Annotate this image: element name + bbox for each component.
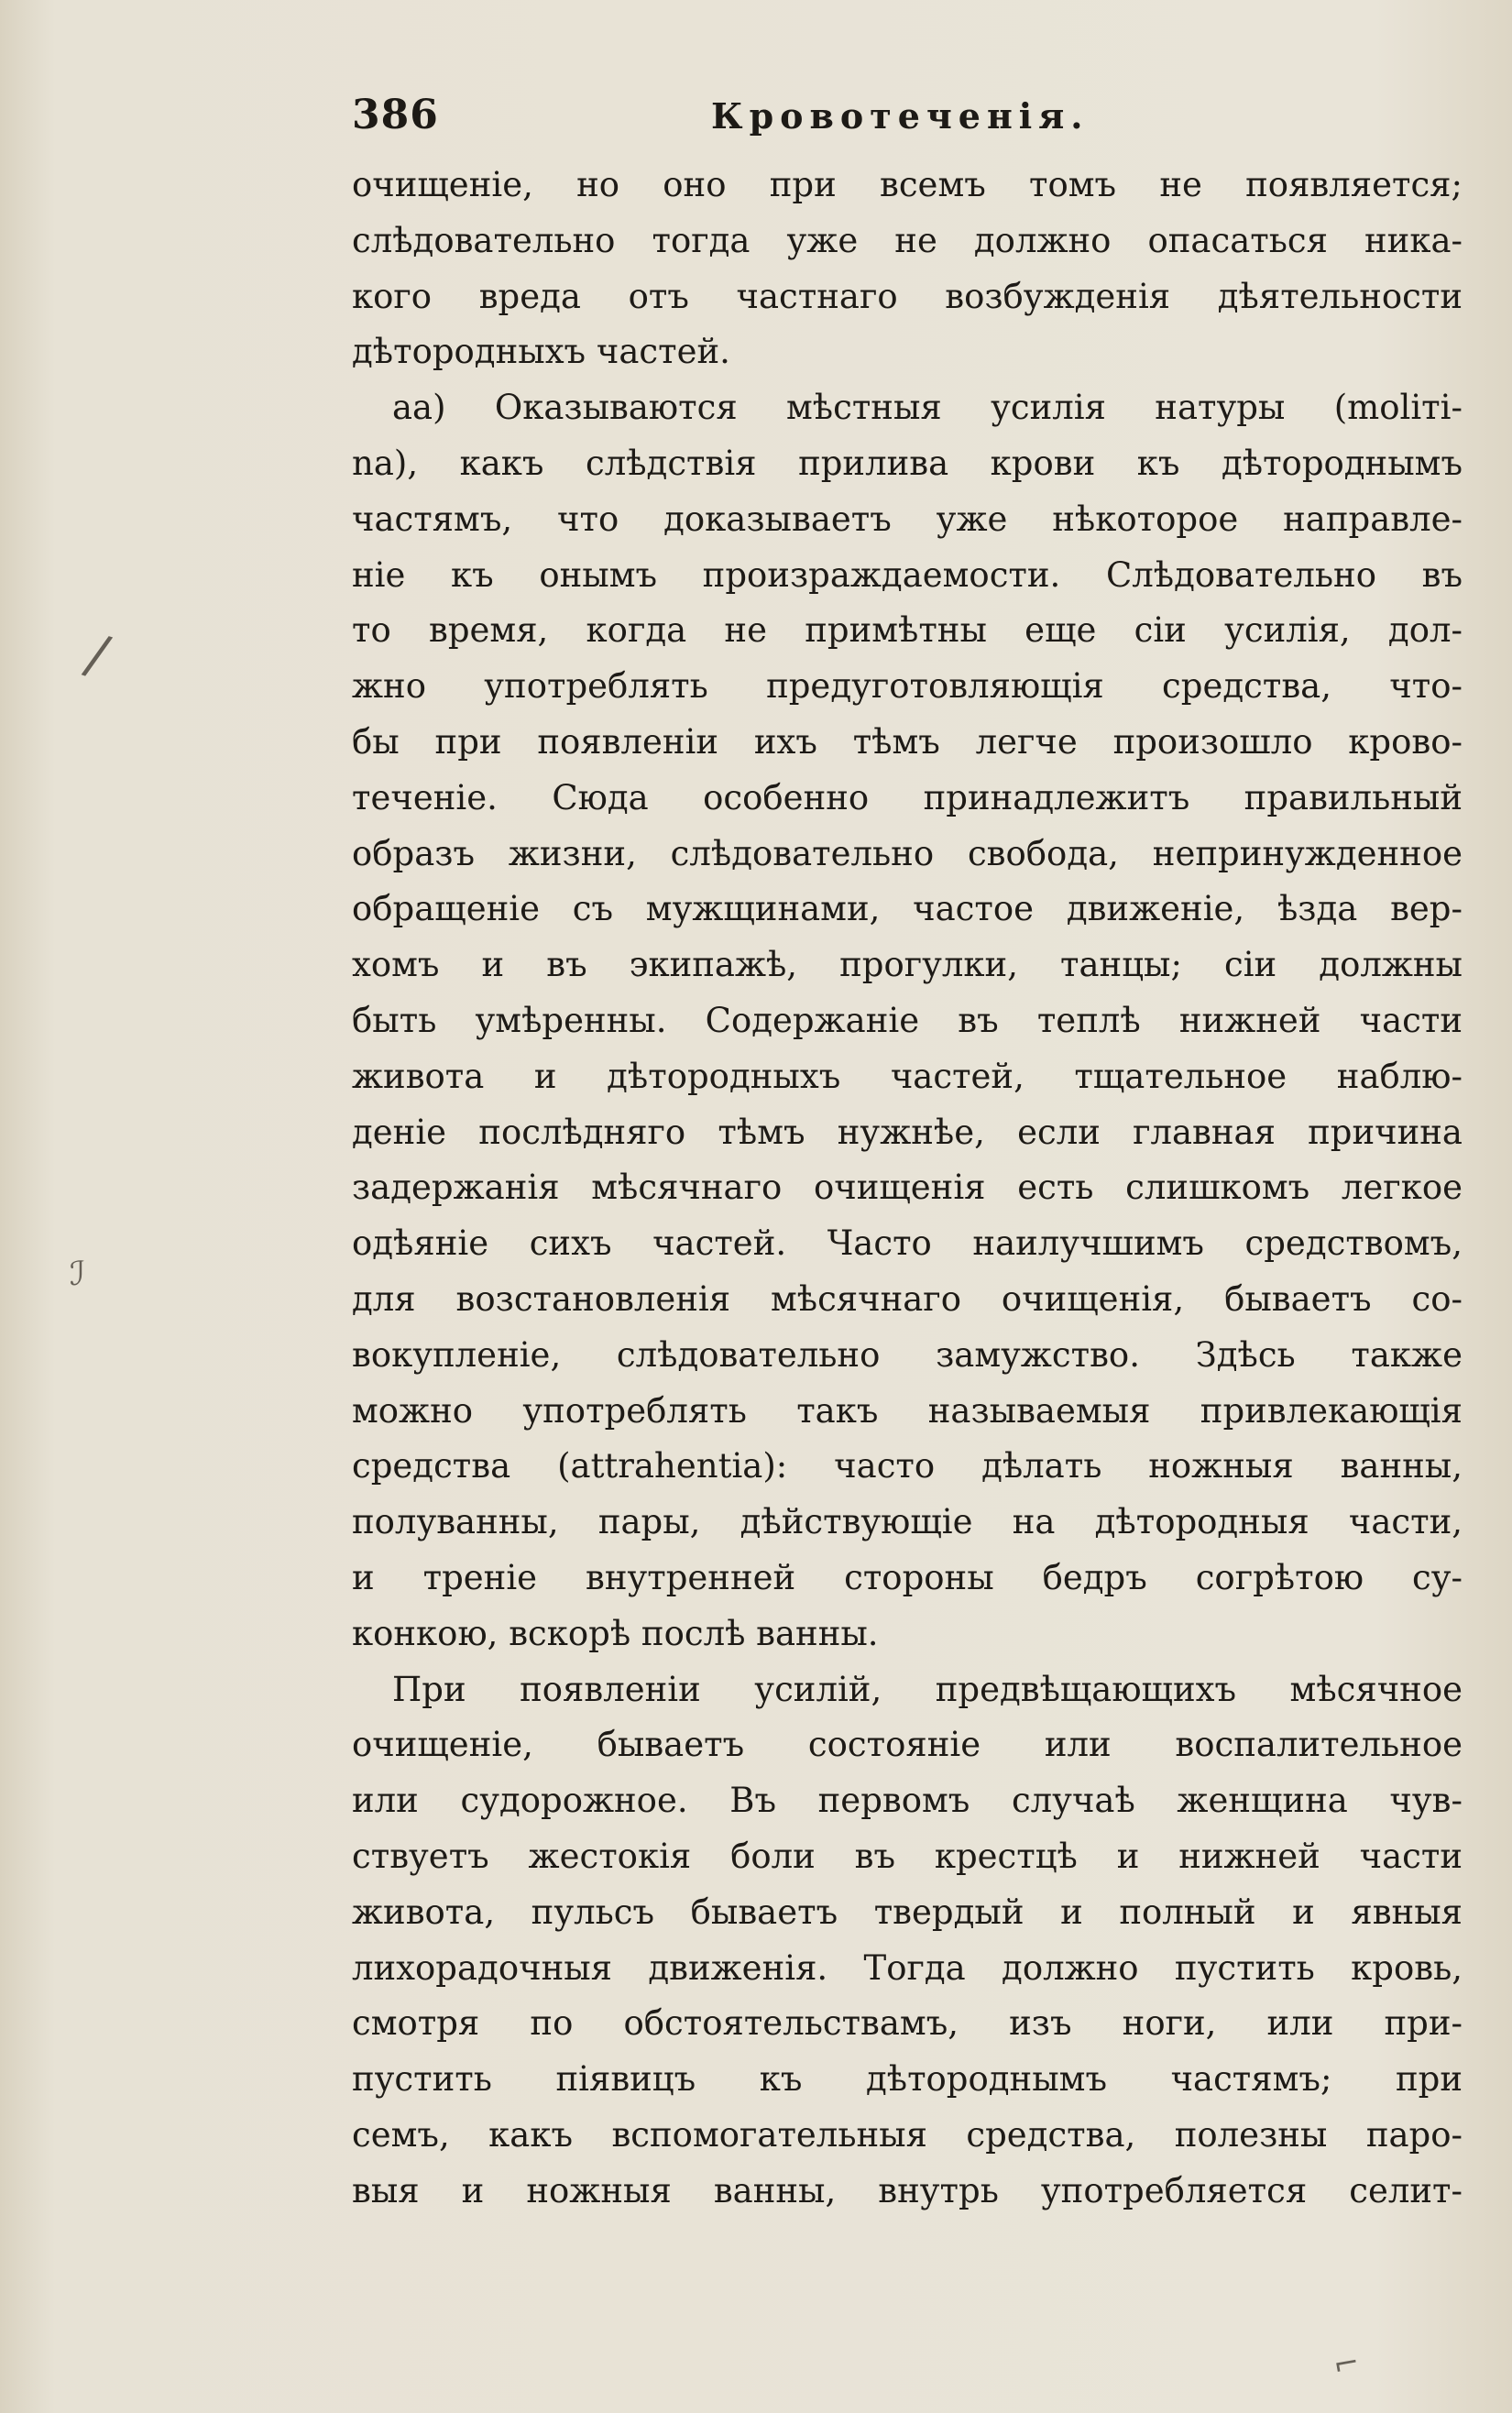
page-header (352, 92, 1461, 147)
page-number: 386 (352, 92, 439, 138)
text-line: образъ жизни, слѣдовательно свобода, непринужденное (352, 833, 1463, 873)
text-line: задержанія мѣсячнаго очищенія есть слишкомъ легкое (352, 1168, 1463, 1208)
text-line: для возстановленія мѣсячнаго очищенія, бываетъ со- (352, 1278, 1463, 1319)
text-line: частямъ, что доказываетъ уже нѣкоторое направле- (352, 499, 1463, 539)
text-line: то время, когда не примѣтны еще сіи усилія, дол- (352, 610, 1463, 651)
running-title: Кровотеченія. (711, 95, 1090, 137)
margin-pencil-mark: ⌐ (1330, 2343, 1363, 2386)
text-line: обращеніе съ мужщинами, частое движеніе, ѣзда вер- (352, 889, 1463, 929)
text-line: лихорадочныя движенія. Тогда должно пустить кровь, (352, 1947, 1463, 1988)
text-line: живота и дѣтородныхъ частей, тщательное наблю- (352, 1056, 1463, 1096)
text-line: вокупленіе, слѣдовательно замужство. Здѣсь также (352, 1334, 1463, 1375)
text-line: ніе къ онымъ произраждаемости. Слѣдовательно въ (352, 554, 1463, 595)
text-line: полуванны, пары, дѣйствующіе на дѣтородныя части, (352, 1502, 1463, 1542)
text-line: средства (attrahentia): часто дѣлать ножныя ванны, (352, 1446, 1463, 1486)
text-line: очищеніе, бываетъ состояніе или воспалительное (352, 1725, 1463, 1765)
text-line: кого вреда отъ частнаго возбужденія дѣятельности (352, 276, 1463, 316)
text-line: теченіе. Сюда особенно принадлежитъ правильный (352, 777, 1463, 817)
text-line: выя и ножныя ванны, внутрь употребляется селит- (352, 2170, 1463, 2210)
text-line: живота, пульсъ бываетъ твердый и полный и явныя (352, 1892, 1463, 1932)
text-line: дѣтородныхъ частей. (352, 332, 730, 372)
text-line: слѣдовательно тогда уже не должно опасаться ника- (352, 220, 1463, 260)
body-text (352, 158, 1463, 2219)
text-line: деніе послѣдняго тѣмъ нужнѣе, если главная причина (352, 1112, 1463, 1152)
text-line: семъ, какъ вспомогательныя средства, полезны паро- (352, 2114, 1463, 2155)
text-line: или судорожное. Въ первомъ случаѣ женщина чув- (352, 1781, 1463, 1821)
text-line: пустить піявицъ къ дѣтороднымъ частямъ; при (352, 2059, 1463, 2100)
text-line: хомъ и въ экипажѣ, прогулки, танцы; сіи должны (352, 945, 1463, 985)
text-line: ствуетъ жестокія боли въ крестцѣ и нижней части (352, 1836, 1463, 1876)
text-line: конкою, вскорѣ послѣ ванны. (352, 1613, 879, 1653)
text-line: na), какъ слѣдствія прилива крови къ дѣтороднымъ (352, 443, 1463, 483)
text-line: aa) Оказываются мѣстныя усилія натуры (moliті- (392, 388, 1463, 428)
text-line: смотря по обстоятельствамъ, изъ ноги, или при- (352, 2003, 1463, 2044)
text-line: При появленіи усилій, предвѣщающихъ мѣсячное (392, 1669, 1463, 1709)
margin-pencil-mark: ℐ (70, 1256, 85, 1293)
text-line: можно употреблять такъ называемыя привлекающія (352, 1390, 1463, 1431)
text-line: и треніе внутренней стороны бедръ согрѣтою су- (352, 1557, 1463, 1597)
text-line: бы при появленіи ихъ тѣмъ легче произошло крово- (352, 721, 1463, 762)
text-line: очищеніе, но оно при всемъ томъ не появляется; (352, 165, 1463, 204)
margin-pencil-mark: / (78, 621, 116, 689)
text-line: одѣяніе сихъ частей. Часто наилучшимъ средствомъ, (352, 1223, 1463, 1264)
text-line: жно употреблять предуготовляющія средства, что- (352, 666, 1463, 707)
text-line: быть умѣренны. Содержаніе въ теплѣ нижней части (352, 1000, 1463, 1040)
